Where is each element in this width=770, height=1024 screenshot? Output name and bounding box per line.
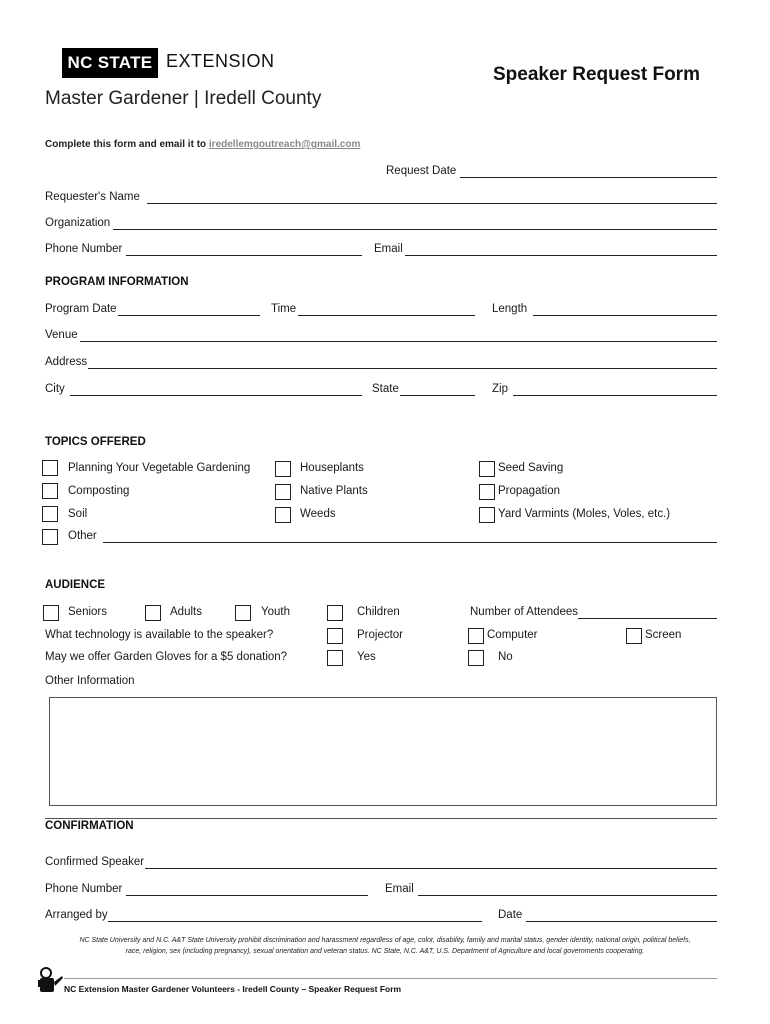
topic-yard-varmints-checkbox[interactable]	[479, 507, 495, 523]
audience-children-label: Children	[357, 606, 400, 618]
city-field[interactable]	[70, 395, 362, 396]
confirmed-speaker-field[interactable]	[145, 868, 717, 869]
intro-instruction: Complete this form and email it to	[45, 139, 209, 150]
topic-composting-checkbox[interactable]	[42, 483, 58, 499]
tech-screen-label: Screen	[645, 629, 682, 641]
topic-propagation-checkbox[interactable]	[479, 484, 495, 500]
state-label: State	[372, 383, 399, 395]
topic-vegetable-checkbox[interactable]	[42, 460, 58, 476]
arranged-by-field[interactable]	[108, 921, 482, 922]
address-label: Address	[45, 356, 88, 368]
audience-seniors-checkbox[interactable]	[43, 605, 59, 621]
program-date-field[interactable]	[118, 315, 260, 316]
confirmation-date-label: Date	[498, 909, 523, 921]
watering-can-icon	[36, 966, 64, 996]
topic-yard-varmints-label: Yard Varmints (Moles, Voles, etc.)	[498, 508, 671, 520]
extension-logo-text: EXTENSION	[166, 51, 275, 71]
tech-projector-label: Projector	[357, 629, 404, 641]
program-information-heading: PROGRAM INFORMATION	[45, 276, 189, 288]
confirmation-phone-field[interactable]	[126, 895, 368, 896]
nc-state-logo: NC STATE	[62, 48, 158, 78]
topic-composting-label: Composting	[68, 485, 130, 497]
audience-youth-checkbox[interactable]	[235, 605, 251, 621]
audience-adults-checkbox[interactable]	[145, 605, 161, 621]
phone-number-label: Phone Number	[45, 243, 123, 255]
footer-text: NC Extension Master Gardener Volunteers - Iredell County – Speaker Request Form	[64, 984, 402, 994]
topic-weeds-checkbox[interactable]	[275, 507, 291, 523]
form-title: Speaker Request Form	[493, 64, 700, 85]
zip-field[interactable]	[513, 395, 717, 396]
length-field[interactable]	[533, 315, 717, 316]
zip-label: Zip	[492, 383, 508, 395]
topics-offered-heading: TOPICS OFFERED	[45, 436, 146, 448]
requesters-name-label: Requester's Name	[45, 191, 140, 203]
venue-field[interactable]	[80, 341, 717, 342]
city-label: City	[45, 383, 65, 395]
topic-houseplants-checkbox[interactable]	[275, 461, 291, 477]
topic-soil-checkbox[interactable]	[42, 506, 58, 522]
technology-question: What technology is available to the speaker?	[45, 629, 274, 641]
organization-label: Organization	[45, 217, 111, 229]
audience-adults-label: Adults	[170, 606, 202, 618]
tech-computer-label: Computer	[487, 629, 538, 641]
organization-field[interactable]	[113, 229, 717, 230]
request-date-field[interactable]	[460, 177, 717, 178]
request-date-label: Request Date	[386, 165, 457, 177]
phone-number-field[interactable]	[126, 255, 362, 256]
confirmation-heading: CONFIRMATION	[45, 820, 134, 832]
time-field[interactable]	[298, 315, 475, 316]
topic-soil-label: Soil	[68, 508, 88, 520]
gloves-no-checkbox[interactable]	[468, 650, 484, 666]
topic-other-checkbox[interactable]	[42, 529, 58, 545]
tech-projector-checkbox[interactable]	[327, 628, 343, 644]
email-label: Email	[374, 243, 403, 255]
confirmation-email-field[interactable]	[418, 895, 717, 896]
venue-label: Venue	[45, 329, 78, 341]
length-label: Length	[492, 303, 528, 315]
tech-screen-checkbox[interactable]	[626, 628, 642, 644]
other-information-textarea[interactable]	[49, 697, 717, 806]
other-information-label: Other Information	[45, 675, 135, 687]
disclaimer-line-2: race, religion, sex (including pregnancy), sexual orientation and veteran status. NC State, N.C. A&T, U.S. Department of Agriculture and local governments cooperating.	[125, 948, 645, 955]
topic-propagation-label: Propagation	[498, 485, 561, 497]
arranged-by-label: Arranged by	[45, 909, 108, 921]
gloves-yes-checkbox[interactable]	[327, 650, 343, 666]
topic-seed-saving-checkbox[interactable]	[479, 461, 495, 477]
confirmed-speaker-label: Confirmed Speaker	[45, 856, 145, 868]
program-date-label: Program Date	[45, 303, 117, 315]
attendees-label: Number of Attendees	[470, 606, 579, 618]
confirmation-divider	[45, 818, 717, 819]
gloves-question: May we offer Garden Gloves for a $5 donation?	[45, 651, 288, 663]
audience-heading: AUDIENCE	[45, 579, 106, 591]
topic-other-field[interactable]	[103, 542, 717, 543]
topic-vegetable-label: Planning Your Vegetable Gardening	[68, 462, 251, 474]
confirmation-date-field[interactable]	[526, 921, 717, 922]
attendees-field[interactable]	[578, 618, 717, 619]
outreach-email-link[interactable]: iredellemgoutreach@gmail.com	[208, 139, 361, 150]
nondiscrimination-disclaimer	[50, 935, 720, 957]
disclaimer-line-1: NC State University and N.C. A&T State University prohibit discrimination and harassment regardless of age, color, disability, family and marital status, gender identity, national origin, political beliefs,	[79, 937, 691, 944]
intro-text	[45, 139, 360, 150]
audience-seniors-label: Seniors	[68, 606, 107, 618]
county-subtitle: Master Gardener | Iredell County	[45, 88, 322, 109]
audience-children-checkbox[interactable]	[327, 605, 343, 621]
topic-seed-saving-label: Seed Saving	[498, 462, 564, 474]
topic-other-label: Other	[68, 530, 97, 542]
confirmation-email-label: Email	[385, 883, 414, 895]
time-label: Time	[271, 303, 297, 315]
topic-native-plants-label: Native Plants	[300, 485, 368, 497]
footer-divider	[64, 978, 717, 979]
address-field[interactable]	[88, 368, 717, 369]
topic-native-plants-checkbox[interactable]	[275, 484, 291, 500]
gloves-yes-label: Yes	[357, 651, 376, 663]
audience-youth-label: Youth	[261, 606, 290, 618]
confirmation-phone-label: Phone Number	[45, 883, 123, 895]
tech-computer-checkbox[interactable]	[468, 628, 484, 644]
topic-houseplants-label: Houseplants	[300, 462, 364, 474]
topic-weeds-label: Weeds	[300, 508, 336, 520]
gloves-no-label: No	[498, 651, 513, 663]
state-field[interactable]	[400, 395, 475, 396]
requesters-name-field[interactable]	[147, 203, 717, 204]
email-field[interactable]	[405, 255, 717, 256]
